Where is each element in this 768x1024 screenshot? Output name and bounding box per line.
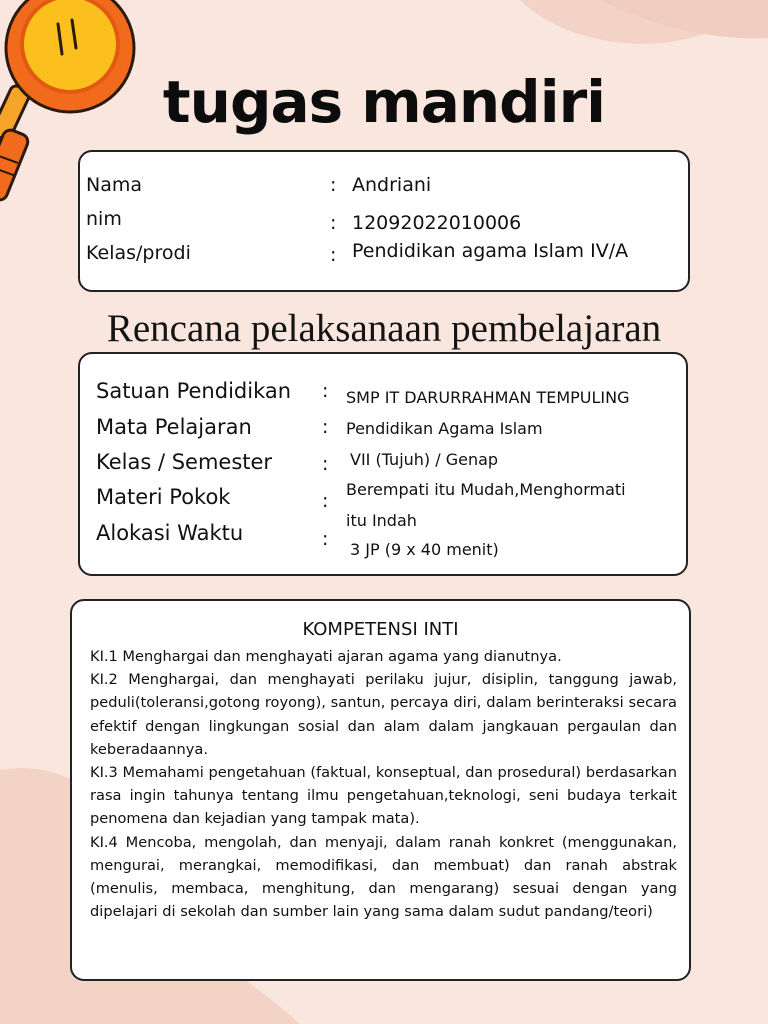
rpp-value: itu Indah xyxy=(346,511,417,530)
rpp-value: Berempati itu Mudah,Menghormati xyxy=(346,480,626,499)
rpp-colon: : xyxy=(322,416,329,438)
rpp-value: SMP IT DARURRAHMAN TEMPULING xyxy=(346,388,630,407)
rpp-colon: : xyxy=(322,380,329,402)
kompetensi-item: KI.4 Mencoba, mengolah, dan menyaji, dalam ranah konkret (menggunakan, mengurai, merangkai, memodifikasi, dan membuat) dan ranah abstrak (menulis, membaca, menghitung, dan mengarang) sesuai dengan yang dipelajari di sekolah dan sumber lain yang sama dalam sudut pandang/teori) xyxy=(90,833,677,921)
identity-value: Pendidikan agama Islam IV/A xyxy=(352,240,629,262)
rpp-label: Mata Pelajaran xyxy=(96,415,252,439)
rpp-colon: : xyxy=(322,490,329,512)
rpp-heading: Rencana pelaksanaan pembelajaran xyxy=(106,307,662,350)
identity-label: Nama xyxy=(86,174,143,196)
identity-colon: : xyxy=(330,174,337,196)
page-title: tugas mandiri xyxy=(162,68,606,136)
identity-value: 12092022010006 xyxy=(352,212,522,234)
identity-colon: : xyxy=(330,244,337,266)
rpp-label: Satuan Pendidikan xyxy=(96,379,292,403)
rpp-label: Kelas / Semester xyxy=(96,450,273,474)
kompetensi-item: KI.1 Menghargai dan menghayati ajaran agama yang dianutnya. xyxy=(90,648,562,665)
rpp-colon: : xyxy=(322,528,329,550)
rpp-colon: : xyxy=(322,453,329,475)
kompetensi-list xyxy=(90,645,677,923)
rpp-label: Alokasi Waktu xyxy=(96,521,244,545)
rpp-card xyxy=(78,352,688,576)
identity-card xyxy=(78,150,690,292)
kompetensi-item: KI.3 Memahami pengetahuan (faktual, konseptual, dan prosedural) berdasarkan rasa ingin tahunya tentang ilmu pengetahuan,teknologi, seni budaya terkait penomena dan kejadian yang tampak mata). xyxy=(90,764,677,828)
rpp-value: VII (Tujuh) / Genap xyxy=(350,450,499,469)
rpp-value: 3 JP (9 x 40 menit) xyxy=(350,540,499,559)
identity-value: Andriani xyxy=(352,174,432,196)
rpp-value: Pendidikan Agama Islam xyxy=(346,419,543,438)
rpp-label: Materi Pokok xyxy=(96,485,231,509)
kompetensi-title: KOMPETENSI INTI xyxy=(302,619,459,640)
identity-label: Kelas/prodi xyxy=(86,242,191,264)
identity-label: nim xyxy=(86,208,122,230)
kompetensi-card xyxy=(70,599,691,981)
kompetensi-item: KI.2 Menghargai, dan menghayati perilaku jujur, disiplin, tanggung jawab, peduli(toleransi,gotong royong), santun, percaya diri, dalam berinteraksi secara efektif dengan lingkungan sosial dan alam dalam jangkauan pergaulan dan keberadaannya. xyxy=(90,671,677,758)
identity-colon: : xyxy=(330,212,337,234)
